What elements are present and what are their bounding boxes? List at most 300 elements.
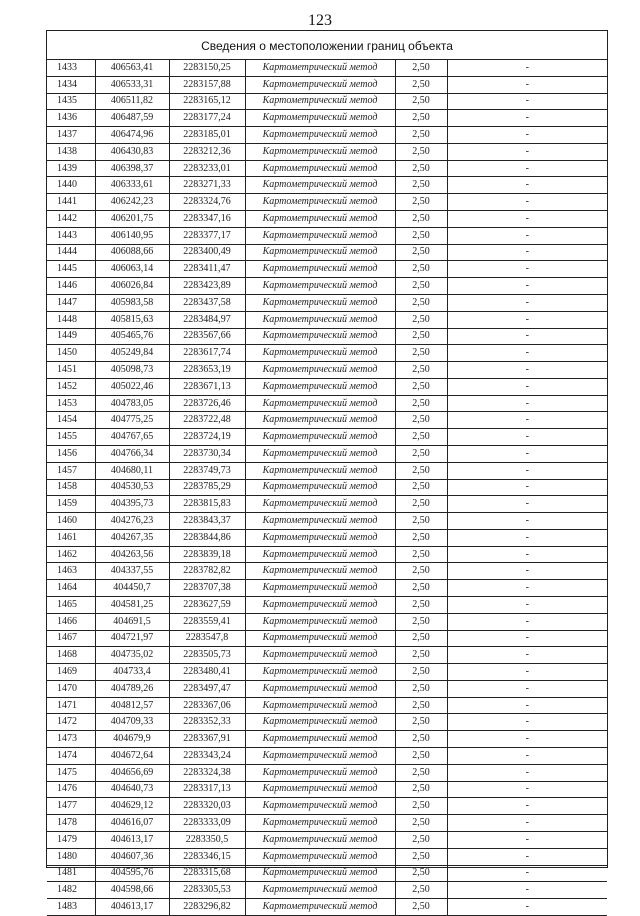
method-cell: Картометрический метод — [245, 479, 395, 496]
x-coordinate-cell: 404530,53 — [95, 479, 169, 496]
description-cell: - — [447, 865, 607, 882]
point-number-cell: 1448 — [47, 311, 95, 328]
y-coordinate-cell: 2283480,41 — [169, 664, 245, 681]
y-coordinate-cell: 2283317,13 — [169, 781, 245, 798]
point-number-cell: 1474 — [47, 748, 95, 765]
method-cell: Картометрический метод — [245, 127, 395, 144]
method-cell: Картометрический метод — [245, 748, 395, 765]
table-row — [47, 597, 607, 614]
y-coordinate-cell: 2283324,38 — [169, 764, 245, 781]
description-cell: - — [447, 127, 607, 144]
description-cell: - — [447, 143, 607, 160]
boundary-points-body — [47, 60, 607, 915]
table-row — [47, 143, 607, 160]
table-row — [47, 764, 607, 781]
point-number-cell: 1470 — [47, 680, 95, 697]
description-cell: - — [447, 815, 607, 832]
description-cell: - — [447, 647, 607, 664]
y-coordinate-cell: 2283377,17 — [169, 227, 245, 244]
accuracy-cell: 2,50 — [395, 630, 447, 647]
x-coordinate-cell: 404395,73 — [95, 496, 169, 513]
x-coordinate-cell: 404767,65 — [95, 429, 169, 446]
y-coordinate-cell: 2283782,82 — [169, 563, 245, 580]
point-number-cell: 1477 — [47, 798, 95, 815]
accuracy-cell: 2,50 — [395, 580, 447, 597]
table-row — [47, 445, 607, 462]
description-cell: - — [447, 110, 607, 127]
x-coordinate-cell: 404672,64 — [95, 748, 169, 765]
x-coordinate-cell: 404775,25 — [95, 412, 169, 429]
method-cell: Картометрический метод — [245, 731, 395, 748]
table-row — [47, 613, 607, 630]
x-coordinate-cell: 405098,73 — [95, 362, 169, 379]
description-cell: - — [447, 664, 607, 681]
accuracy-cell: 2,50 — [395, 127, 447, 144]
table-row — [47, 563, 607, 580]
accuracy-cell: 2,50 — [395, 311, 447, 328]
method-cell: Картометрический метод — [245, 680, 395, 697]
description-cell: - — [447, 697, 607, 714]
point-number-cell: 1442 — [47, 211, 95, 228]
description-cell: - — [447, 177, 607, 194]
method-cell: Картометрический метод — [245, 865, 395, 882]
point-number-cell: 1440 — [47, 177, 95, 194]
description-cell: - — [447, 311, 607, 328]
description-cell: - — [447, 261, 607, 278]
table-row — [47, 429, 607, 446]
point-number-cell: 1461 — [47, 529, 95, 546]
x-coordinate-cell: 404812,57 — [95, 697, 169, 714]
accuracy-cell: 2,50 — [395, 110, 447, 127]
table-row — [47, 93, 607, 110]
x-coordinate-cell: 404613,17 — [95, 899, 169, 916]
table-row — [47, 177, 607, 194]
method-cell: Картометрический метод — [245, 244, 395, 261]
x-coordinate-cell: 404640,73 — [95, 781, 169, 798]
method-cell: Картометрический метод — [245, 613, 395, 630]
description-cell: - — [447, 429, 607, 446]
description-cell: - — [447, 362, 607, 379]
table-row — [47, 529, 607, 546]
x-coordinate-cell: 404709,33 — [95, 714, 169, 731]
description-cell: - — [447, 378, 607, 395]
method-cell: Картометрический метод — [245, 143, 395, 160]
table-row — [47, 160, 607, 177]
accuracy-cell: 2,50 — [395, 613, 447, 630]
description-cell: - — [447, 680, 607, 697]
table-row — [47, 664, 607, 681]
table-row — [47, 378, 607, 395]
point-number-cell: 1476 — [47, 781, 95, 798]
y-coordinate-cell: 2283653,19 — [169, 362, 245, 379]
table-row — [47, 647, 607, 664]
accuracy-cell: 2,50 — [395, 697, 447, 714]
point-number-cell: 1479 — [47, 831, 95, 848]
description-cell: - — [447, 513, 607, 530]
method-cell: Картометрический метод — [245, 294, 395, 311]
point-number-cell: 1457 — [47, 462, 95, 479]
y-coordinate-cell: 2283749,73 — [169, 462, 245, 479]
x-coordinate-cell: 404607,36 — [95, 848, 169, 865]
description-cell: - — [447, 882, 607, 899]
table-row — [47, 714, 607, 731]
accuracy-cell: 2,50 — [395, 194, 447, 211]
y-coordinate-cell: 2283726,46 — [169, 395, 245, 412]
table-row — [47, 748, 607, 765]
x-coordinate-cell: 404656,69 — [95, 764, 169, 781]
point-number-cell: 1458 — [47, 479, 95, 496]
y-coordinate-cell: 2283785,29 — [169, 479, 245, 496]
x-coordinate-cell: 406201,75 — [95, 211, 169, 228]
description-cell: - — [447, 93, 607, 110]
table-row — [47, 865, 607, 882]
x-coordinate-cell: 406533,31 — [95, 76, 169, 93]
accuracy-cell: 2,50 — [395, 227, 447, 244]
table-row — [47, 311, 607, 328]
accuracy-cell: 2,50 — [395, 93, 447, 110]
x-coordinate-cell: 404733,4 — [95, 664, 169, 681]
point-number-cell: 1450 — [47, 345, 95, 362]
description-cell: - — [447, 445, 607, 462]
x-coordinate-cell: 405983,58 — [95, 294, 169, 311]
method-cell: Картометрический метод — [245, 664, 395, 681]
x-coordinate-cell: 406140,95 — [95, 227, 169, 244]
point-number-cell: 1469 — [47, 664, 95, 681]
method-cell: Картометрический метод — [245, 227, 395, 244]
accuracy-cell: 2,50 — [395, 781, 447, 798]
x-coordinate-cell: 406430,83 — [95, 143, 169, 160]
accuracy-cell: 2,50 — [395, 462, 447, 479]
accuracy-cell: 2,50 — [395, 513, 447, 530]
point-number-cell: 1465 — [47, 597, 95, 614]
y-coordinate-cell: 2283815,83 — [169, 496, 245, 513]
description-cell: - — [447, 848, 607, 865]
point-number-cell: 1456 — [47, 445, 95, 462]
point-number-cell: 1435 — [47, 93, 95, 110]
accuracy-cell: 2,50 — [395, 211, 447, 228]
y-coordinate-cell: 2283315,68 — [169, 865, 245, 882]
y-coordinate-cell: 2283411,47 — [169, 261, 245, 278]
table-row — [47, 345, 607, 362]
y-coordinate-cell: 2283722,48 — [169, 412, 245, 429]
description-cell: - — [447, 160, 607, 177]
description-cell: - — [447, 244, 607, 261]
accuracy-cell: 2,50 — [395, 160, 447, 177]
accuracy-cell: 2,50 — [395, 748, 447, 765]
y-coordinate-cell: 2283233,01 — [169, 160, 245, 177]
description-cell: - — [447, 831, 607, 848]
y-coordinate-cell: 2283617,74 — [169, 345, 245, 362]
method-cell: Картометрический метод — [245, 781, 395, 798]
method-cell: Картометрический метод — [245, 395, 395, 412]
table-row — [47, 244, 607, 261]
accuracy-cell: 2,50 — [395, 294, 447, 311]
point-number-cell: 1480 — [47, 848, 95, 865]
accuracy-cell: 2,50 — [395, 429, 447, 446]
method-cell: Картометрический метод — [245, 378, 395, 395]
accuracy-cell: 2,50 — [395, 378, 447, 395]
y-coordinate-cell: 2283367,91 — [169, 731, 245, 748]
description-cell: - — [447, 294, 607, 311]
y-coordinate-cell: 2283177,24 — [169, 110, 245, 127]
x-coordinate-cell: 406474,96 — [95, 127, 169, 144]
y-coordinate-cell: 2283559,41 — [169, 613, 245, 630]
point-number-cell: 1447 — [47, 294, 95, 311]
description-cell: - — [447, 748, 607, 765]
description-cell: - — [447, 529, 607, 546]
x-coordinate-cell: 404276,23 — [95, 513, 169, 530]
accuracy-cell: 2,50 — [395, 261, 447, 278]
table-row — [47, 127, 607, 144]
point-number-cell: 1475 — [47, 764, 95, 781]
description-cell: - — [447, 76, 607, 93]
description-cell: - — [447, 462, 607, 479]
y-coordinate-cell: 2283324,76 — [169, 194, 245, 211]
method-cell: Картометрический метод — [245, 211, 395, 228]
point-number-cell: 1452 — [47, 378, 95, 395]
x-coordinate-cell: 404595,76 — [95, 865, 169, 882]
y-coordinate-cell: 2283367,06 — [169, 697, 245, 714]
point-number-cell: 1468 — [47, 647, 95, 664]
y-coordinate-cell: 2283400,49 — [169, 244, 245, 261]
table-row — [47, 546, 607, 563]
description-cell: - — [447, 781, 607, 798]
table-row — [47, 731, 607, 748]
accuracy-cell: 2,50 — [395, 76, 447, 93]
method-cell: Картометрический метод — [245, 899, 395, 916]
accuracy-cell: 2,50 — [395, 848, 447, 865]
table-row — [47, 412, 607, 429]
accuracy-cell: 2,50 — [395, 143, 447, 160]
table-row — [47, 462, 607, 479]
accuracy-cell: 2,50 — [395, 815, 447, 832]
point-number-cell: 1436 — [47, 110, 95, 127]
y-coordinate-cell: 2283497,47 — [169, 680, 245, 697]
point-number-cell: 1472 — [47, 714, 95, 731]
accuracy-cell: 2,50 — [395, 529, 447, 546]
accuracy-cell: 2,50 — [395, 798, 447, 815]
point-number-cell: 1467 — [47, 630, 95, 647]
x-coordinate-cell: 404450,7 — [95, 580, 169, 597]
table-title: Сведения о местоположении границ объекта — [47, 31, 607, 60]
x-coordinate-cell: 406026,84 — [95, 278, 169, 295]
description-cell: - — [447, 899, 607, 916]
x-coordinate-cell: 406063,14 — [95, 261, 169, 278]
x-coordinate-cell: 404766,34 — [95, 445, 169, 462]
table-row — [47, 899, 607, 916]
y-coordinate-cell: 2283844,86 — [169, 529, 245, 546]
point-number-cell: 1444 — [47, 244, 95, 261]
x-coordinate-cell: 404783,05 — [95, 395, 169, 412]
y-coordinate-cell: 2283185,01 — [169, 127, 245, 144]
y-coordinate-cell: 2283484,97 — [169, 311, 245, 328]
accuracy-cell: 2,50 — [395, 882, 447, 899]
table-row — [47, 513, 607, 530]
accuracy-cell: 2,50 — [395, 597, 447, 614]
boundary-table-sheet — [46, 30, 608, 912]
y-coordinate-cell: 2283212,36 — [169, 143, 245, 160]
method-cell: Картометрический метод — [245, 798, 395, 815]
description-cell: - — [447, 630, 607, 647]
x-coordinate-cell: 404691,5 — [95, 613, 169, 630]
x-coordinate-cell: 406088,66 — [95, 244, 169, 261]
y-coordinate-cell: 2283843,37 — [169, 513, 245, 530]
description-cell: - — [447, 479, 607, 496]
point-number-cell: 1478 — [47, 815, 95, 832]
table-row — [47, 781, 607, 798]
accuracy-cell: 2,50 — [395, 764, 447, 781]
table-row — [47, 60, 607, 76]
table-row — [47, 110, 607, 127]
table-row — [47, 697, 607, 714]
method-cell: Картометрический метод — [245, 194, 395, 211]
method-cell: Картометрический метод — [245, 647, 395, 664]
method-cell: Картометрический метод — [245, 630, 395, 647]
accuracy-cell: 2,50 — [395, 60, 447, 76]
accuracy-cell: 2,50 — [395, 278, 447, 295]
accuracy-cell: 2,50 — [395, 731, 447, 748]
method-cell: Картометрический метод — [245, 597, 395, 614]
point-number-cell: 1438 — [47, 143, 95, 160]
x-coordinate-cell: 406242,23 — [95, 194, 169, 211]
y-coordinate-cell: 2283320,03 — [169, 798, 245, 815]
point-number-cell: 1463 — [47, 563, 95, 580]
point-number-cell: 1473 — [47, 731, 95, 748]
point-number-cell: 1483 — [47, 899, 95, 916]
x-coordinate-cell: 404263,56 — [95, 546, 169, 563]
x-coordinate-cell: 405815,63 — [95, 311, 169, 328]
method-cell: Картометрический метод — [245, 831, 395, 848]
point-number-cell: 1482 — [47, 882, 95, 899]
description-cell: - — [447, 345, 607, 362]
table-row — [47, 831, 607, 848]
method-cell: Картометрический метод — [245, 177, 395, 194]
description-cell: - — [447, 714, 607, 731]
x-coordinate-cell: 406563,41 — [95, 60, 169, 76]
point-number-cell: 1434 — [47, 76, 95, 93]
table-row — [47, 882, 607, 899]
description-cell: - — [447, 496, 607, 513]
method-cell: Картометрический метод — [245, 362, 395, 379]
table-row — [47, 395, 607, 412]
y-coordinate-cell: 2283333,09 — [169, 815, 245, 832]
table-row — [47, 815, 607, 832]
accuracy-cell: 2,50 — [395, 664, 447, 681]
y-coordinate-cell: 2283305,53 — [169, 882, 245, 899]
method-cell: Картометрический метод — [245, 697, 395, 714]
accuracy-cell: 2,50 — [395, 546, 447, 563]
x-coordinate-cell: 404337,55 — [95, 563, 169, 580]
point-number-cell: 1464 — [47, 580, 95, 597]
page-number: 123 — [308, 12, 332, 29]
table-row — [47, 630, 607, 647]
method-cell: Картометрический метод — [245, 110, 395, 127]
description-cell: - — [447, 546, 607, 563]
accuracy-cell: 2,50 — [395, 177, 447, 194]
x-coordinate-cell: 405249,84 — [95, 345, 169, 362]
accuracy-cell: 2,50 — [395, 831, 447, 848]
table-row — [47, 294, 607, 311]
point-number-cell: 1449 — [47, 328, 95, 345]
table-row — [47, 580, 607, 597]
y-coordinate-cell: 2283157,88 — [169, 76, 245, 93]
method-cell: Картометрический метод — [245, 93, 395, 110]
accuracy-cell: 2,50 — [395, 899, 447, 916]
y-coordinate-cell: 2283296,82 — [169, 899, 245, 916]
table-row — [47, 76, 607, 93]
x-coordinate-cell: 404598,66 — [95, 882, 169, 899]
method-cell: Картометрический метод — [245, 513, 395, 530]
description-cell: - — [447, 798, 607, 815]
description-cell: - — [447, 227, 607, 244]
y-coordinate-cell: 2283347,16 — [169, 211, 245, 228]
method-cell: Картометрический метод — [245, 815, 395, 832]
table-row — [47, 496, 607, 513]
table-row — [47, 328, 607, 345]
table-row — [47, 362, 607, 379]
accuracy-cell: 2,50 — [395, 479, 447, 496]
accuracy-cell: 2,50 — [395, 244, 447, 261]
method-cell: Картометрический метод — [245, 462, 395, 479]
method-cell: Картометрический метод — [245, 328, 395, 345]
table-row — [47, 479, 607, 496]
point-number-cell: 1459 — [47, 496, 95, 513]
x-coordinate-cell: 405465,76 — [95, 328, 169, 345]
method-cell: Картометрический метод — [245, 160, 395, 177]
y-coordinate-cell: 2283423,89 — [169, 278, 245, 295]
method-cell: Картометрический метод — [245, 764, 395, 781]
y-coordinate-cell: 2283437,58 — [169, 294, 245, 311]
table-row — [47, 278, 607, 295]
point-number-cell: 1441 — [47, 194, 95, 211]
y-coordinate-cell: 2283547,8 — [169, 630, 245, 647]
description-cell: - — [447, 580, 607, 597]
accuracy-cell: 2,50 — [395, 647, 447, 664]
x-coordinate-cell: 406333,61 — [95, 177, 169, 194]
table-row — [47, 261, 607, 278]
table-row — [47, 798, 607, 815]
y-coordinate-cell: 2283505,73 — [169, 647, 245, 664]
table-row — [47, 680, 607, 697]
point-number-cell: 1460 — [47, 513, 95, 530]
description-cell: - — [447, 278, 607, 295]
point-number-cell: 1481 — [47, 865, 95, 882]
point-number-cell: 1433 — [47, 60, 95, 76]
point-number-cell: 1455 — [47, 429, 95, 446]
accuracy-cell: 2,50 — [395, 445, 447, 462]
y-coordinate-cell: 2283730,34 — [169, 445, 245, 462]
y-coordinate-cell: 2283165,12 — [169, 93, 245, 110]
y-coordinate-cell: 2283352,33 — [169, 714, 245, 731]
table-row — [47, 848, 607, 865]
x-coordinate-cell: 404679,9 — [95, 731, 169, 748]
accuracy-cell: 2,50 — [395, 345, 447, 362]
x-coordinate-cell: 406398,37 — [95, 160, 169, 177]
x-coordinate-cell: 404735,02 — [95, 647, 169, 664]
method-cell: Картометрический метод — [245, 76, 395, 93]
x-coordinate-cell: 404616,07 — [95, 815, 169, 832]
accuracy-cell: 2,50 — [395, 563, 447, 580]
point-number-cell: 1462 — [47, 546, 95, 563]
accuracy-cell: 2,50 — [395, 865, 447, 882]
point-number-cell: 1437 — [47, 127, 95, 144]
method-cell: Картометрический метод — [245, 546, 395, 563]
accuracy-cell: 2,50 — [395, 412, 447, 429]
x-coordinate-cell: 404680,11 — [95, 462, 169, 479]
y-coordinate-cell: 2283567,66 — [169, 328, 245, 345]
point-number-cell: 1443 — [47, 227, 95, 244]
method-cell: Картометрический метод — [245, 563, 395, 580]
